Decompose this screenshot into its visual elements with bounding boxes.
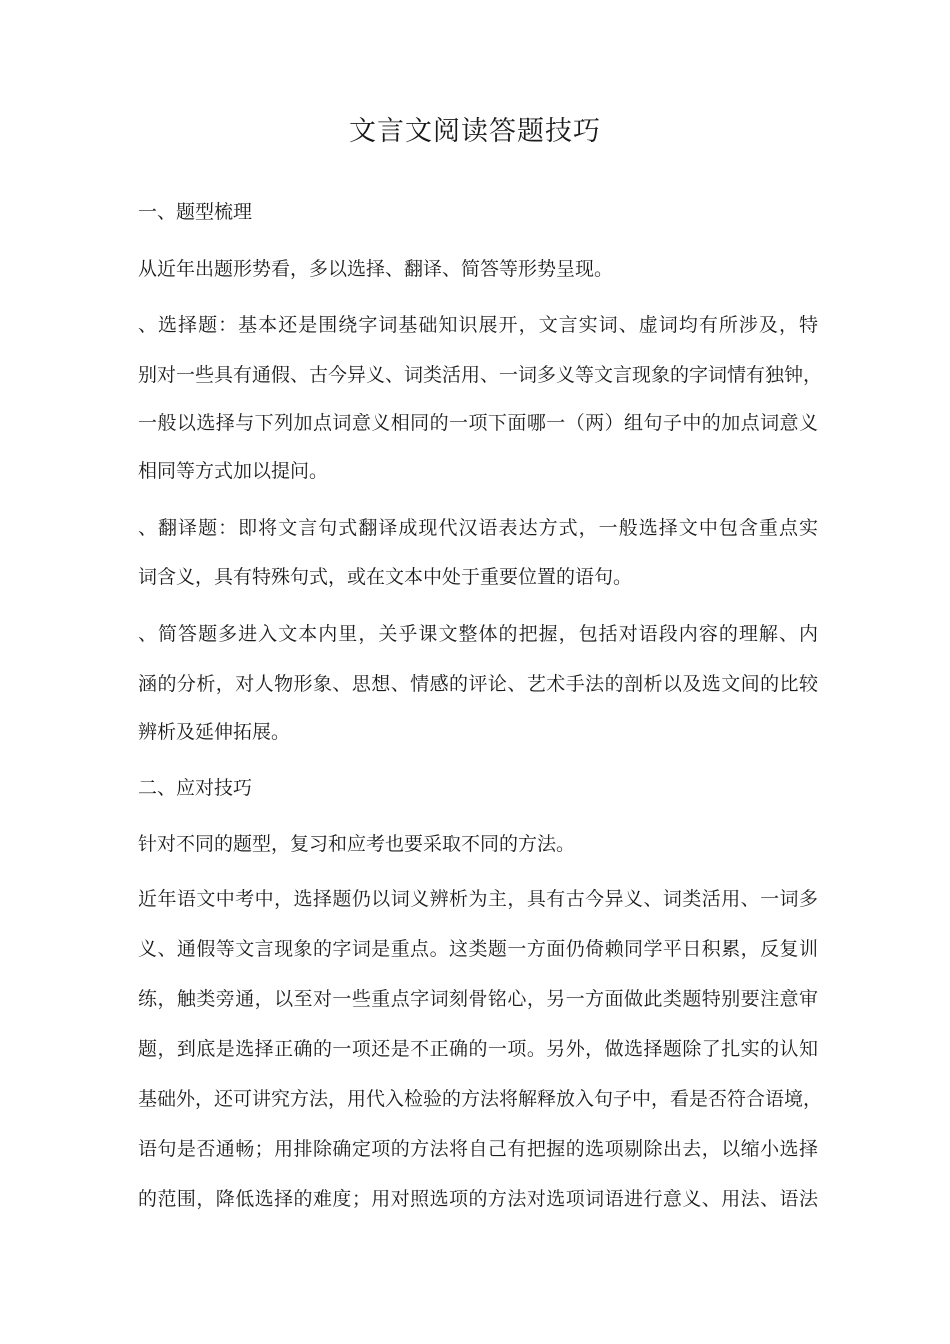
paragraph-line: 针对不同的题型，复习和应考也要采取不同的方法。 [138, 833, 576, 855]
paragraph-line: 的范围，降低选择的难度；用对照选项的方法对选项词语进行意义、用法、语法 [138, 1188, 818, 1210]
paragraph-line: 、翻译题：即将文言句式翻译成现代汉语表达方式，一般选择文中包含重点实 [138, 517, 818, 539]
paragraph-line: 、选择题：基本还是围绕字词基础知识展开，文言实词、虚词均有所涉及，特 [138, 314, 818, 336]
section-heading-2: 二、应对技巧 [138, 777, 253, 799]
paragraph-line: 辨析及延伸拓展。 [138, 721, 291, 743]
paragraph-line: 一般以选择与下列加点词意义相同的一项下面哪一（两）组句子中的加点词意义 [138, 412, 818, 434]
paragraph-line: 涵的分析，对人物形象、思想、情感的评论、艺术手法的剖析以及选文间的比较 [138, 673, 818, 695]
paragraph-line: 语句是否通畅；用排除确定项的方法将自己有把握的选项剔除出去，以缩小选择 [138, 1138, 818, 1160]
section-heading-1: 一、题型梳理 [138, 201, 253, 223]
paragraph-line: 题，到底是选择正确的一项还是不正确的一项。另外，做选择题除了扎实的认知 [138, 1038, 818, 1060]
paragraph-line: 词含义，具有特殊句式，或在文本中处于重要位置的语句。 [138, 566, 633, 588]
paragraph-line: 练，触类旁通，以至对一些重点字词刻骨铭心，另一方面做此类题特别要注意审 [138, 988, 818, 1010]
paragraph-line: 别对一些具有通假、古今异义、词类活用、一词多义等文言现象的字词情有独钟， [138, 364, 823, 386]
paragraph-line: 义、通假等文言现象的字词是重点。这类题一方面仍倚赖同学平日积累，反复训 [138, 938, 818, 960]
paragraph-line: 基础外，还可讲究方法，用代入检验的方法将解释放入句子中，看是否符合语境， [138, 1088, 823, 1110]
page-title: 文言文阅读答题技巧 [349, 116, 601, 147]
paragraph-line: 近年语文中考中，选择题仍以词义辨析为主，具有古今异义、词类活用、一词多 [138, 888, 818, 910]
paragraph-line: 相同等方式加以提问。 [138, 460, 329, 482]
paragraph-line: 、简答题多进入文本内里，关乎课文整体的把握，包括对语段内容的理解、内 [138, 623, 818, 645]
paragraph-line: 从近年出题形势看，多以选择、翻译、简答等形势呈现。 [138, 258, 614, 280]
